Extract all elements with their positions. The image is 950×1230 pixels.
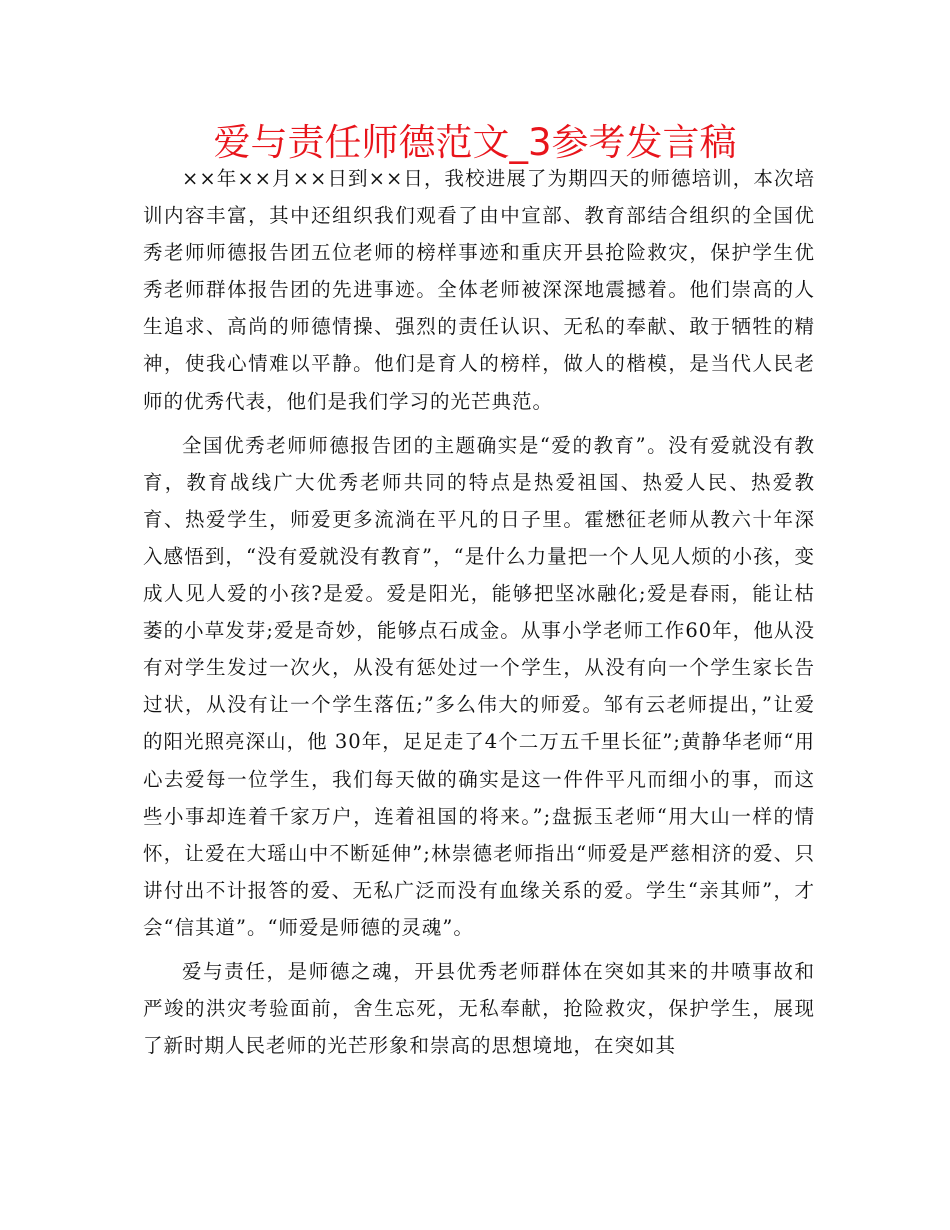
paragraph-1: ××年××月××日到××日，我校进展了为期四天的师德培训，本次培训内容丰富，其中还组织我们观看了由中宣部、教育部结合组织的全国优秀老师师德报告团五位老师的榜样事迹和重庆开县抢险救灾，保护学生优秀老师群体报告团的先进事迹。全体老师被深深地震撼着。他们崇高的人生追求、高尚的师德情操、强烈的责任认识、无私的奉献、敢于牺牲的精神，使我心情难以平静。他们是育人的榜样，做人的楷模，是当代人民老师的优秀代表，他们是我们学习的光芒典范。	[143, 167, 815, 413]
document-title: 爱与责任师德范文_3参考发言稿	[213, 121, 737, 164]
document-body	[143, 160, 815, 1064]
paragraph-2: 全国优秀老师师德报告团的主题确实是“爱的教育”。没有爱就没有教育，教育战线广大优秀老师共同的特点是热爱祖国、热爱人民、热爱教育、热爱学生，师爱更多流淌在平凡的日子里。霍懋征老师从教六十年深入感悟到，“没有爱就没有教育”，“是什么力量把一个人见人烦的小孩，变成人见人爱的小孩?是爱。爱是阳光，能够把坚冰融化;爱是春雨，能让枯萎的小草发芽;爱是奇妙，能够点石成金。从事小学老师工作60年，他从没有对学生发过一次火，从没有惩处过一个学生，从没有向一个学生家长告过状，从没有让一个学生落伍;”多么伟大的师爱。邹有云老师提出，”让爱的阳光照亮深山，他 30年，足足走了4个二万五千里长征”;黄静华老师“用心去爱每一位学生，我们每天做的确实是这一件件平凡而细小的事，而这些小事却连着千家万户，连着祖国的将来。”;盘振玉老师“用大山一样的情怀，让爱在大瑶山中不断延伸”;林崇德老师指出“师爱是严慈相济的爱、只讲付出不计报答的爱、无私广泛而没有血缘关系的爱。学生“亲其师”，才会“信其道”。“师爱是师德的灵魂”。	[143, 433, 815, 939]
paragraph-3: 爱与责任，是师德之魂，开县优秀老师群体在突如其来的井喷事故和严竣的洪灾考验面前，舍生忘死，无私奉献，抢险救灾，保护学生，展现了新时期人民老师的光芒形象和崇高的思想境地，在突如其	[143, 959, 815, 1058]
